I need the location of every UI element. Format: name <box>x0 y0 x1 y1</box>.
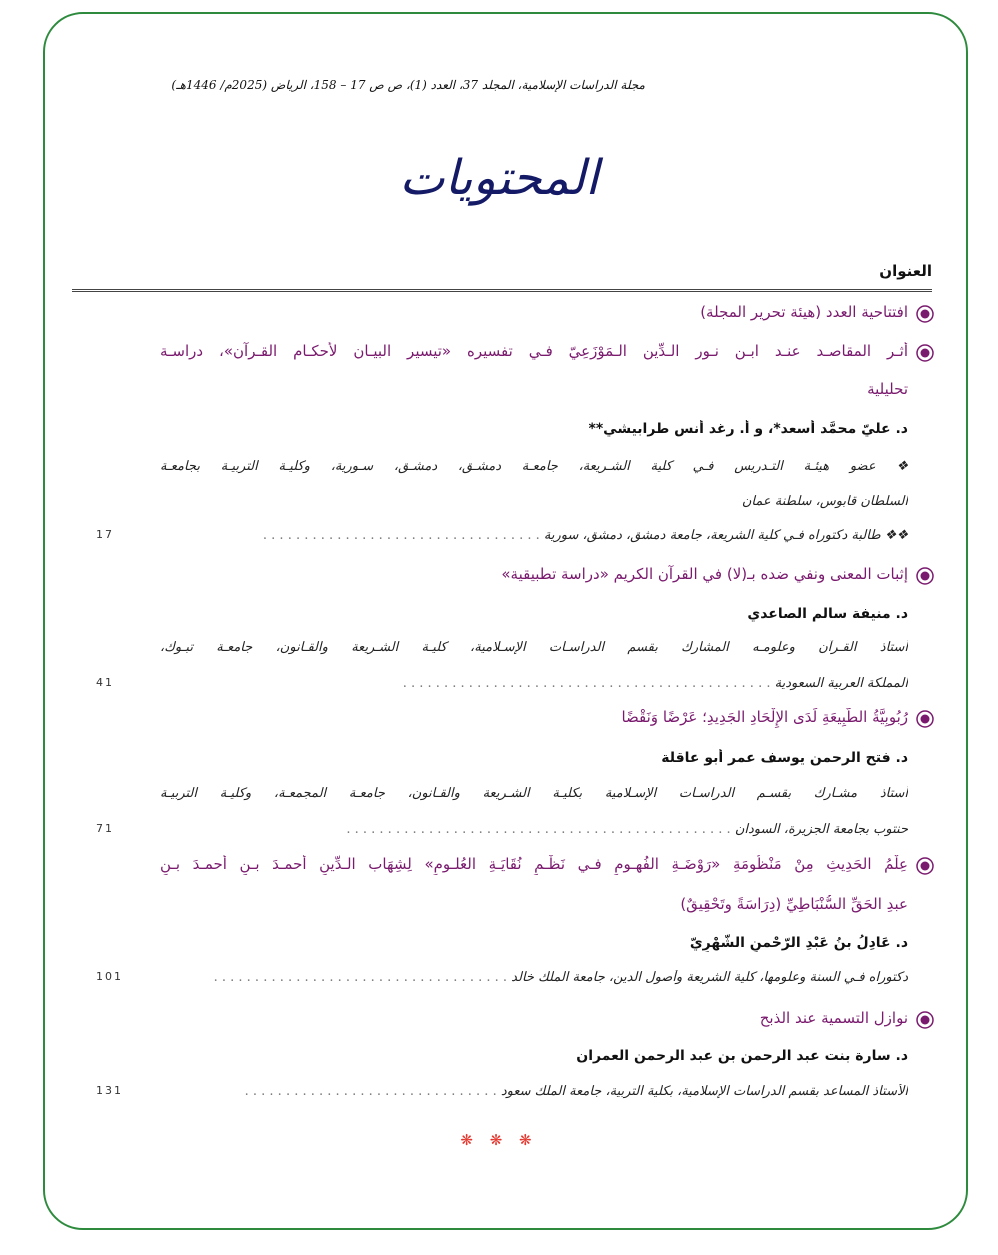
flower-bullet-icon <box>916 305 934 323</box>
entry-4-title[interactable]: رُبُوبِيَّةُ الطَّبِيعَةِ لَدَى الإِلْحَادِ الجَدِيدِ؛ عَرْضًا وَنَقْضًا <box>621 708 908 726</box>
entry-3-authors: د. منيفة سالم الصاعدي <box>747 606 908 622</box>
flower-bullet-icon <box>916 567 934 585</box>
entry-6-page-number: 131 <box>96 1084 123 1097</box>
entry-4-authors: د. فتح الرحمن يوسف عمر أبو عاقلة <box>661 750 908 766</box>
entry-1-title[interactable]: افتتاحية العدد (هيئة تحرير المجلة) <box>700 303 908 321</box>
entry-4-affiliation-line-2: حنتوب بجامعة الجزيرة، السودان <box>734 822 908 837</box>
column-header-title: العنوان <box>879 262 932 280</box>
leader-dots: . . . . . . . . . . . . . . . . . . . . . . . . . . . . . . . . . . . . . . . . . . . . . . . <box>346 822 731 837</box>
flower-bullet-icon <box>916 344 934 362</box>
journal-citation: مجلة الدراسات الإسلامية، المجلد 37، العدد (1)، ص ص 17 – 158، الرياض (2025م/ 1446هـ) <box>171 78 645 92</box>
entry-5-page-number: 101 <box>96 970 123 983</box>
leader-dots: . . . . . . . . . . . . . . . . . . . . . . . . . . . . . . . . . . <box>262 528 540 543</box>
header-rule <box>72 289 932 292</box>
entry-6-affiliation-row <box>175 1084 908 1101</box>
entry-2-affiliation-1-line-1: ❖ عضو هيئـة التـدريس فـي كلية الشـريعة، جامعـة دمشـق، دمشـق، سـورية، وكليـة التربيـة بجامعـة <box>160 459 908 474</box>
closing-ornament: ❋ ❋ ❋ <box>460 1131 538 1149</box>
flower-bullet-icon <box>916 857 934 875</box>
entry-2-affiliation-1-line-2: السلطان قابوس، سلطنة عمان <box>741 494 908 509</box>
entry-5-authors: د. عَادِلُ بنُ عَبْدِ الرّحْمنِ الشّهْرِيّ <box>689 935 908 951</box>
entry-4-affiliation-line-1: أستاذ مشـارك بقسـم الدراسـات الإسـلامية بكليـة الشـريعة والقـانون، جامعـة المجمعـة، وكليـة التربيـة <box>160 786 908 801</box>
entry-3-affiliation-line-1: أستاذ القـرآن وعلومـه المشارك بقسم الدراسـات الإسـلامية، كليـة الشـريعة والقـانون، جامعـة تبـوك، <box>160 640 908 655</box>
leader-dots: . . . . . . . . . . . . . . . . . . . . . . . . . . . . . . . . . . . . <box>213 970 508 985</box>
entry-5-title-line-1[interactable]: عِلْمُ الحَدِيثِ مِنْ مَنْظُومَةِ «رَوْضَـةِ الفُهـومِ فـي نَظْـمِ نُقَايَـةِ العُلـومِ» لِشِهَاب الـدِّينِ أحمـدَ بـنِ أحمـدَ بـنِ <box>160 855 908 873</box>
flower-bullet-icon <box>916 710 934 728</box>
entry-6-affiliation: الأستاذ المساعد بقسم الدراسات الإسلامية، بكلية التربية، جامعة الملك سعود <box>500 1084 908 1099</box>
entry-3-affiliation-line-2: المملكة العربية السعودية <box>774 676 908 691</box>
entry-5-affiliation: دكتوراه فـي السنة وعلومها، كلية الشريعة وأصول الدين، جامعة الملك خالد <box>511 970 908 985</box>
entry-2-affiliation-2-row <box>175 528 908 545</box>
entry-2-authors: د. عليّ محمَّد أسعد*، و أ. رغد أنس طرابيشي** <box>588 421 908 437</box>
entry-3-page-number: 41 <box>96 676 114 689</box>
entry-2-affiliation-2: ❖❖ طالبة دكتوراه فـي كلية الشريعة، جامعة دمشق، دمشق، سورية <box>543 528 908 543</box>
entry-3-title[interactable]: إثبات المعنى ونفي ضده بـ(لا) في القرآن الكريم «دراسة تطبيقية» <box>501 565 908 583</box>
entry-5-title-line-2[interactable]: عبدِ الحَقِّ السُّنْبَاطِيِّ (دِرَاسَةً وتَحْقِيقٌ) <box>680 895 908 913</box>
entry-2-page-number: 17 <box>96 528 114 541</box>
leader-dots: . . . . . . . . . . . . . . . . . . . . . . . . . . . . . . . . . . . . . . . . . . . . . <box>402 676 771 691</box>
entry-6-title[interactable]: نوازل التسمية عند الذبح <box>759 1009 908 1027</box>
entry-2-title-line-2[interactable]: تحليلية <box>867 380 908 398</box>
leader-dots: . . . . . . . . . . . . . . . . . . . . . . . . . . . . . . . <box>244 1084 497 1099</box>
entry-4-affiliation-row <box>175 822 908 839</box>
entry-2-title-line-1[interactable]: أثـر المقاصـد عنـد ابـن نـور الـدِّين الـمَوْزَعِيّ فـي تفسيره «تيسير البيـان لأحكـام القـرآن»، دراسـة <box>160 342 908 360</box>
entry-6-authors: د. سارة بنت عبد الرحمن بن عبد الرحمن العمران <box>576 1048 908 1064</box>
page-title: المحتويات <box>399 150 599 206</box>
flower-bullet-icon <box>916 1011 934 1029</box>
entry-5-affiliation-row <box>175 970 908 987</box>
entry-4-page-number: 71 <box>96 822 114 835</box>
entry-3-affiliation-row <box>175 676 908 693</box>
